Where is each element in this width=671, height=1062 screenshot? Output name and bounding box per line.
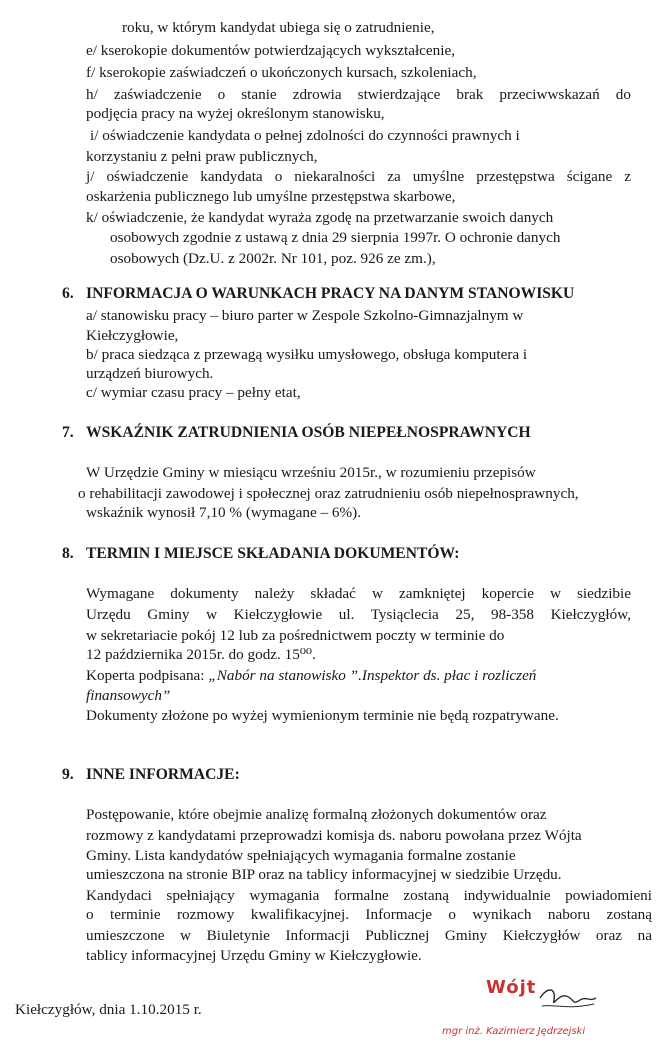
list-item-k: k/ oświadczenie, że kandydat wyraża zgodę na przetwarzanie swoich danych (86, 209, 554, 226)
section-line: c/ wymiar czasu pracy – pełny etat, (86, 384, 301, 401)
section-line: Kandydaci spełniający wymagania formalne zostaną indywidualnie powiadomieni (86, 887, 652, 904)
envelope-line (86, 666, 536, 685)
list-item-f: f/ kserokopie zaświadczeń o ukończonych kursach, szkoleniach, (86, 64, 477, 81)
section-line: b/ praca siedząca z przewagą wysiłku umysłowego, obsługa komputera i (86, 346, 528, 363)
list-line: korzystaniu z pełni praw publicznych, (86, 148, 318, 165)
section-title: INNE INFORMACJE: (86, 766, 240, 783)
section-title: INFORMACJA O WARUNKACH PRACY NA DANYM STANOWISKU (86, 285, 575, 302)
section-heading (62, 765, 240, 784)
stamp-title: Wójt (486, 977, 537, 998)
section-number: 6. (62, 285, 74, 302)
section-line: urządzeń biurowych. (86, 365, 214, 382)
section-line: Wymagane dokumenty należy składać w zamkniętej kopercie w siedzibie (86, 585, 631, 602)
signature-stamp (428, 976, 628, 1046)
list-line: oskarżenia publicznego lub umyślne przestępstwa skarbowe, (86, 188, 456, 205)
envelope-text-cont: finansowych” (86, 687, 171, 704)
section-line: wskaźnik wynosił 7,10 % (wymagane – 6%). (86, 504, 362, 521)
section-heading (62, 284, 574, 303)
section-line: tablicy informacyjnej Urzędu Gminy w Kiełczygłowie. (86, 947, 422, 964)
section-line: o rehabilitacji zawodowej i społecznej oraz zatrudnieniu osób niepełnosprawnych, (78, 485, 579, 502)
list-item-e: e/ kserokopie dokumentów potwierdzających wykształcenie, (86, 42, 456, 59)
section-line: a/ stanowisku pracy – biuro parter w Zespole Szkolno-Gimnazjalnym w (86, 307, 524, 324)
section-line: 12 października 2015r. do godz. 15⁰⁰. (86, 646, 316, 663)
list-line: osobowych (Dz.U. z 2002r. Nr 101, poz. 926 ze zm.), (110, 250, 436, 267)
section-number: 7. (62, 424, 74, 441)
section-title: WSKAŹNIK ZATRUDNIENIA OSÓB NIEPEŁNOSPRAWNYCH (86, 424, 531, 441)
section-line: w sekretariacie pokój 12 lub za pośrednictwem poczty w terminie do (86, 627, 505, 644)
list-item-j: j/ oświadczenie kandydata o niekaralności za umyślne przestępstwa ścigane z (86, 168, 631, 185)
section-line: umieszczone w Biuletynie Informacji Publicznej Gminy Kiełczygłów oraz na (86, 927, 652, 944)
section-line: Gminy. Lista kandydatów spełniających wymagania formalne zostanie (86, 847, 516, 864)
envelope-text: „Nabór na stanowisko ”.Inspektor ds. płac i rozliczeń (208, 667, 537, 684)
list-item-h: h/ zaświadczenie o stanie zdrowia stwierdzające brak przeciwwskazań do (86, 86, 631, 103)
section-line: rozmowy z kandydatami przeprowadzi komisja ds. naboru powołana przez Wójta (86, 827, 582, 844)
section-number: 8. (62, 545, 74, 562)
envelope-label: Koperta podpisana: (86, 667, 209, 684)
list-item-i: i/ oświadczenie kandydata o pełnej zdolności do czynności prawnych i (90, 127, 520, 144)
section-heading (62, 544, 459, 563)
section-line: Kiełczygłowie, (86, 327, 179, 344)
section-number: 9. (62, 766, 74, 783)
section-line: Urzędu Gminy w Kiełczygłowie ul. Tysiąclecia 25, 98-358 Kiełczygłów, (86, 606, 631, 623)
section-line: umieszczona na stronie BIP oraz na tablicy informacyjnej w siedzibie Urzędu. (86, 866, 562, 883)
section-line: o terminie rozmowy kwalifikacyjnej. Informacje o wynikach naboru zostaną (86, 906, 652, 923)
list-line: podjęcia pracy na wyżej określonym stanowisku, (86, 105, 385, 122)
place-date: Kiełczygłów, dnia 1.10.2015 r. (15, 1001, 202, 1018)
list-line: roku, w którym kandydat ubiega się o zatrudnienie, (122, 19, 435, 36)
section-heading (62, 423, 531, 442)
section-title: TERMIN I MIEJSCE SKŁADANIA DOKUMENTÓW: (86, 545, 460, 562)
section-line: Dokumenty złożone po wyżej wymienionym terminie nie będą rozpatrywane. (86, 707, 559, 724)
list-line: osobowych zgodnie z ustawą z dnia 29 sierpnia 1997r. O ochronie danych (110, 229, 561, 246)
stamp-name: mgr inż. Kazimierz Jędrzejski (442, 1026, 586, 1037)
section-line: W Urzędzie Gminy w miesiącu wrześniu 2015r., w rozumieniu przepisów (86, 464, 536, 481)
section-line: Postępowanie, które obejmie analizę formalną złożonych dokumentów oraz (86, 806, 547, 823)
